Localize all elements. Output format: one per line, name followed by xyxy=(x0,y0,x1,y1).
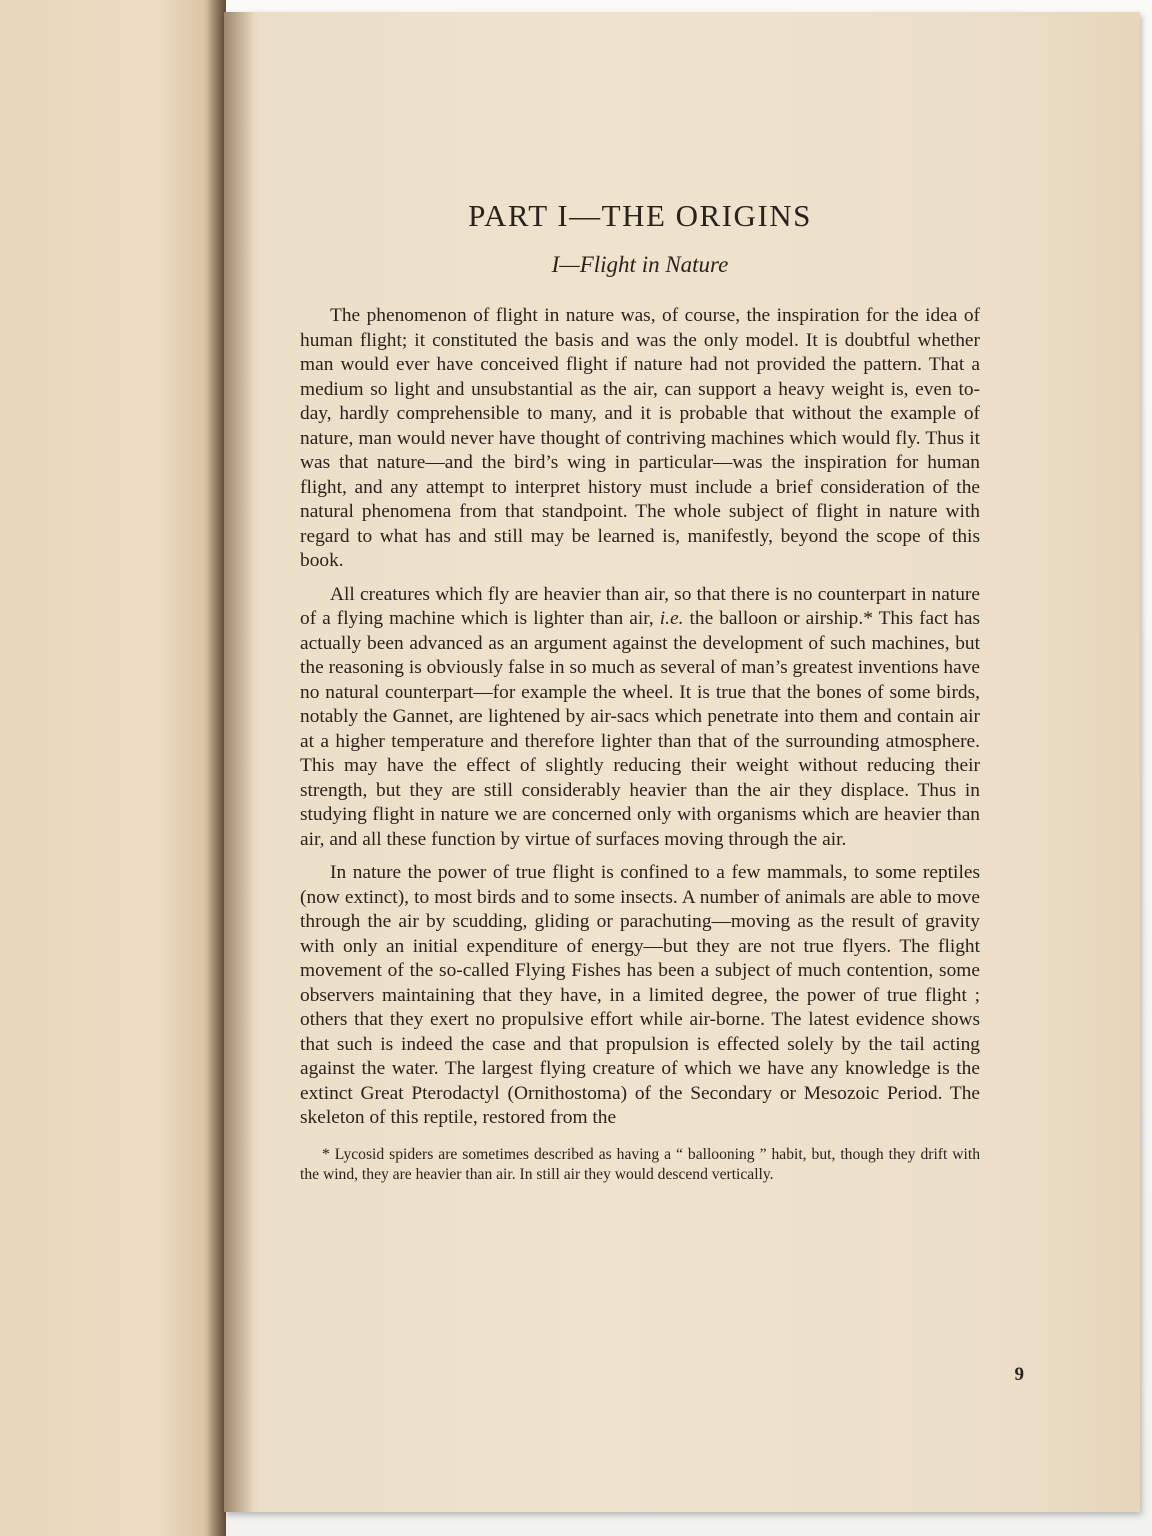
chapter-subheading: I—Flight in Nature xyxy=(551,252,729,277)
paragraph-3: In nature the power of true flight is confined to a few mammals, to some reptiles (now extinct), to most birds and to some insects. A number of animals are able to move through the air by scudding, gliding or parachuting—moving as the result of gravity with only an initial expenditure of energy—but they are not true flyers. The flight movement of the so-called Flying Fishes has been a subject of much contention, some observers maintaining that they have, in a limited degree, the power of true flight ; others that they exert no propulsive effort while air-borne. The latest evidence shows that such is indeed the case and that propulsion is effected solely by the tail acting against the water. The largest flying creature of which we have any knowledge is the extinct Great Pterodactyl (Ornithostoma) of the Secondary or Mesozoic Period. The skeleton of this reptile, restored from the xyxy=(300,862,980,1128)
paragraph-1: The phenomenon of flight in nature was, of course, the inspiration for the idea of human flight; it constituted the basis and was the only model. It is doubtful whether man would ever have conceived flight if nature had not provided the pattern. That a medium so light and unsubstantial as the air, can support a heavy weight is, even to-day, hardly comprehensible to many, and it is probable that without the example of nature, man would never have thought of contriving machines which would fly. Thus it was that nature—and the bird’s wing in particular—was the inspiration for human flight, and any attempt to interpret history must include a brief consideration of the natural phenomena from that standpoint. The whole subject of flight in nature with regard to what has and still may be learned is, manifestly, beyond the scope of this book. xyxy=(300,305,980,571)
gutter-shadow xyxy=(224,12,254,1512)
page-number: 9 xyxy=(1014,1364,1024,1385)
paragraph-2 xyxy=(300,583,980,853)
page-text-block xyxy=(300,198,980,1186)
page-fold-shadow xyxy=(204,0,226,1536)
paragraph-2-part-a: All creatures which fly are heavier than air, so that there is no counterpart in nature of a flying machine which is lighter than air, xyxy=(300,583,980,629)
paragraph-2-part-b: the balloon or airship.* This fact has actually been advanced as an argument against the development of such machines, but the reasoning is obviously false in so much as several of man’s greatest inventions have no natural counterpart—for example the wheel. It is true that the bones of some birds, notably the Gannet, are lightened by air-sacs which penetrate into them and contain air at a higher temperature and therefore lighter than that of the surrounding atmosphere. This may have the effect of slightly reducing their weight without reducing their strength, but they are still considerably heavier than the air they displace. Thus in studying flight in nature we are concerned only with organisms which are heavier than air, and all these function by virtue of surfaces moving through the air. xyxy=(300,608,980,850)
book-page xyxy=(224,12,1140,1512)
part-heading: PART I—THE ORIGINS xyxy=(468,198,812,233)
paragraph-2-italic-ie: i.e. xyxy=(659,608,684,629)
facing-page xyxy=(0,0,226,1536)
footnote: * Lycosid spiders are sometimes described as having a “ ballooning ” habit, but, though they drift with the wind, they are heavier than air. In still air they would descend vertically. xyxy=(300,1145,980,1183)
